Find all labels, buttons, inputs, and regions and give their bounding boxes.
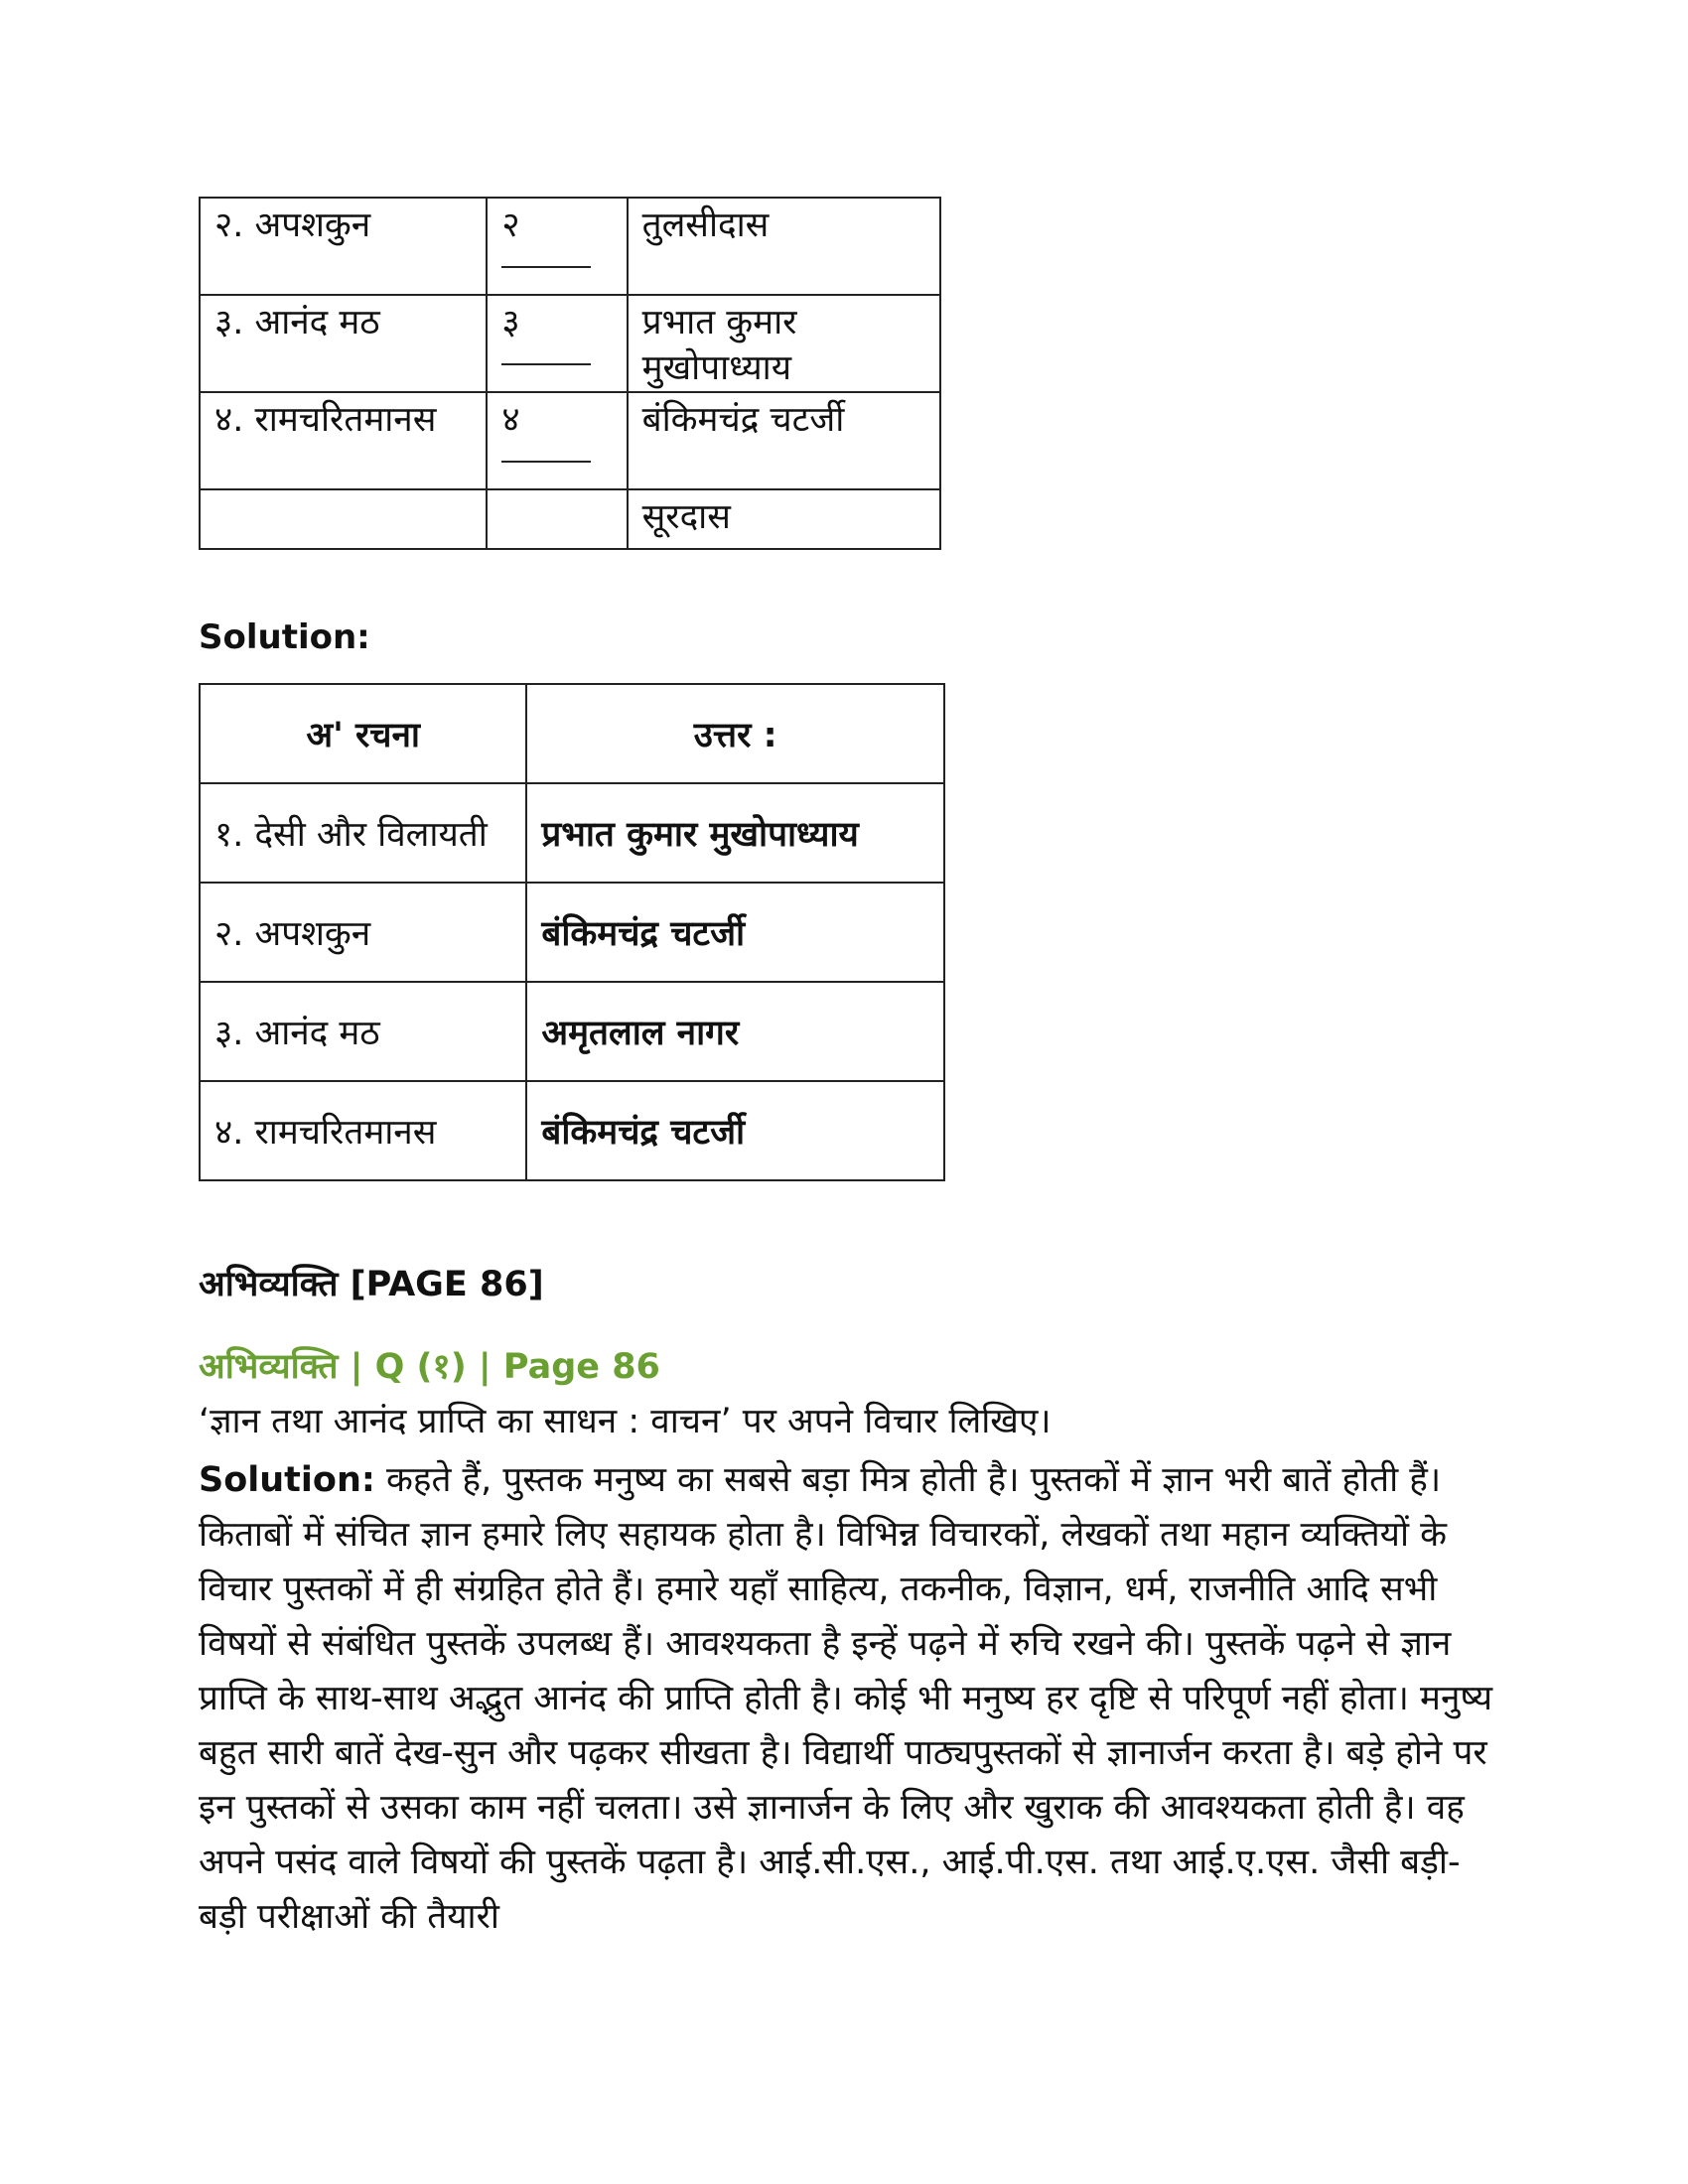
work-cell: १. देसी और विलायती xyxy=(200,783,526,883)
match-table xyxy=(199,197,941,550)
table-row xyxy=(200,198,940,295)
author-cell: बंकिमचंद्र चटर्जी xyxy=(628,392,940,489)
answer-blank xyxy=(501,248,591,268)
work-cell xyxy=(200,489,487,549)
table-row xyxy=(200,783,944,883)
work-cell: २. अपशकुन xyxy=(200,198,487,295)
number-text: ३ xyxy=(501,303,520,342)
table-row xyxy=(200,295,940,392)
answer-blank xyxy=(501,345,591,365)
solution-table xyxy=(199,683,945,1181)
table-row xyxy=(200,489,940,549)
number-text: २ xyxy=(501,205,520,245)
answer-blank xyxy=(501,443,591,463)
answer-solution-label: Solution: xyxy=(199,1460,375,1500)
work-cell: ३. आनंद मठ xyxy=(200,295,487,392)
table-row xyxy=(200,982,944,1081)
answer-cell: बंकिमचंद्र चटर्जी xyxy=(526,883,944,982)
number-cell xyxy=(487,295,627,392)
section-heading: अभिव्यक्ति [PAGE 86] xyxy=(199,1265,544,1304)
column-header-answer: उत्तर : xyxy=(526,684,944,783)
question-heading: अभिव्यक्ति | Q (१) | Page 86 xyxy=(199,1347,660,1387)
number-cell xyxy=(487,392,627,489)
answer-cell: प्रभात कुमार मुखोपाध्याय xyxy=(526,783,944,883)
table-row xyxy=(200,883,944,982)
author-cell: सूरदास xyxy=(628,489,940,549)
author-cell: तुलसीदास xyxy=(628,198,940,295)
answer-cell: बंकिमचंद्र चटर्जी xyxy=(526,1081,944,1180)
column-header-work: अ' रचना xyxy=(200,684,526,783)
work-cell: ४. रामचरितमानस xyxy=(200,392,487,489)
author-cell: प्रभात कुमार मुखोपाध्याय xyxy=(628,295,940,392)
table-row xyxy=(200,392,940,489)
answer-paragraph xyxy=(199,1453,1499,1945)
work-cell: ४. रामचरितमानस xyxy=(200,1081,526,1180)
table-header-row xyxy=(200,684,944,783)
table-row xyxy=(200,1081,944,1180)
work-cell: ३. आनंद मठ xyxy=(200,982,526,1081)
number-cell xyxy=(487,198,627,295)
solution-label: Solution: xyxy=(199,617,370,657)
number-text: ४ xyxy=(501,400,520,440)
answer-text: कहते हैं, पुस्तक मनुष्य का सबसे बड़ा मित्र होती है। पुस्तकों में ज्ञान भरी बातें होती हैं। किताबों में संचित ज्ञान हमारे लिए सहायक होता है। विभिन्न विचारकों, लेखकों तथा महान व्यक्तियों के विचार पुस्तकों में ही संग्रहित होते हैं। हमारे यहाँ साहित्य, तकनीक, विज्ञान, धर्म, राजनीति आदि सभी विषयों से संबंधित पुस्तकें उपलब्ध हैं। आवश्यकता है इन्हें पढ़ने में रुचि रखने की। पुस्तकें पढ़ने से ज्ञान प्राप्ति के साथ-साथ अद्भुत आनंद की प्राप्ति होती है। कोई भी मनुष्य हर दृष्टि से परिपूर्ण नहीं होता। मनुष्य बहुत सारी बातें देख-सुन और पढ़कर सीखता है। विद्यार्थी पाठ्यपुस्तकों से ज्ञानार्जन करता है। बड़े होने पर इन पुस्तकों से उसका काम नहीं चलता। उसे ज्ञानार्जन के लिए और खुराक की आवश्यकता होती है। वह अपने पसंद वाले विषयों की पुस्तकें पढ़ता है। आई.सी.एस., आई.पी.एस. तथा आई.ए.एस. जैसी बड़ी-बड़ी परीक्षाओं की तैयारी xyxy=(199,1460,1493,1937)
question-text: ‘ज्ञान तथा आनंद प्राप्ति का साधन : वाचन’ पर अपने विचार लिखिए। xyxy=(199,1402,1052,1441)
work-cell: २. अपशकुन xyxy=(200,883,526,982)
number-cell xyxy=(487,489,627,549)
answer-cell: अमृतलाल नागर xyxy=(526,982,944,1081)
